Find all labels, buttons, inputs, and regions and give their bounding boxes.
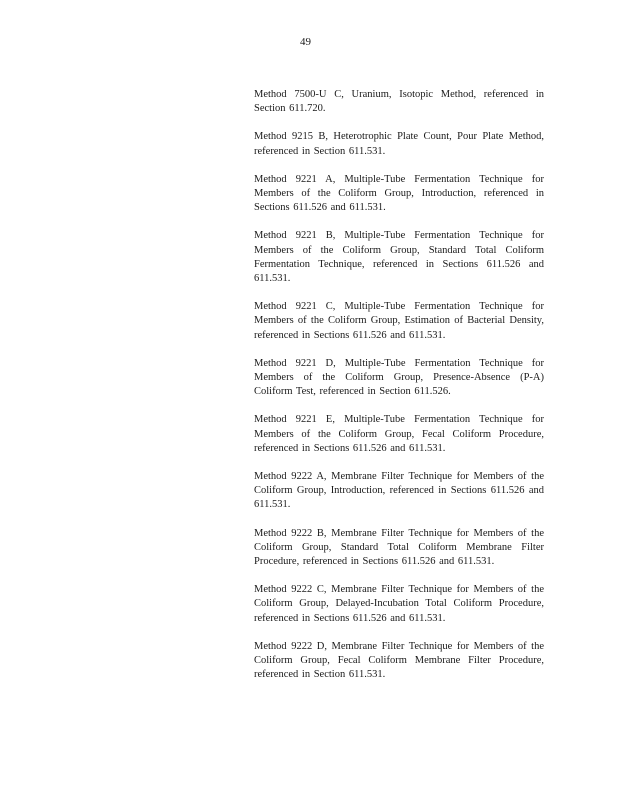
method-entry: Method 9222 D, Membrane Filter Technique for Members of the Coliform Group, Fecal Coliform Membrane Filter Procedure, referenced in Section 611.531.	[254, 640, 544, 681]
method-entry: Method 9221 E, Multiple-Tube Fermentation Technique for Members of the Coliform Group, Fecal Coliform Procedure, referenced in Sections 611.526 and 611.531.	[254, 414, 544, 454]
method-entry: Method 9221 D, Multiple-Tube Fermentation Technique for Members of the Coliform Group, Presence-Absence (P-A) Coliform Test, referenced in Section 611.526.	[254, 357, 544, 398]
method-entry: Method 9221 B, Multiple-Tube Fermentation Technique for Members of the Coliform Group, Standard Total Coliform Fermentation Technique, referenced in Sections 611.526 and 611.531.	[254, 230, 544, 285]
method-entry: Method 9221 A, Multiple-Tube Fermentation Technique for Members of the Coliform Group, Introduction, referenced in Sections 611.526 and 611.531.	[254, 173, 544, 214]
method-reference-list	[254, 88, 544, 697]
method-entry: Method 9222 B, Membrane Filter Technique for Members of the Coliform Group, Standard Total Coliform Membrane Filter Procedure, referenced in Sections 611.526 and 611.531.	[254, 527, 544, 568]
page-number: 49	[300, 36, 311, 48]
method-entry: Method 9222 A, Membrane Filter Technique for Members of the Coliform Group, Introduction, referenced in Sections 611.526 and 611.531.	[254, 471, 544, 511]
method-entry: Method 9215 B, Heterotrophic Plate Count, Pour Plate Method, referenced in Section 611.531.	[254, 131, 544, 157]
method-entry: Method 7500-U C, Uranium, Isotopic Method, referenced in Section 611.720.	[254, 89, 544, 115]
method-entry: Method 9221 C, Multiple-Tube Fermentation Technique for Members of the Coliform Group, Estimation of Bacterial Density, referenced in Sections 611.526 and 611.531.	[254, 301, 544, 341]
method-entry: Method 9222 C, Membrane Filter Technique for Members of the Coliform Group, Delayed-Incubation Total Coliform Procedure, referenced in Sections 611.526 and 611.531.	[254, 584, 544, 624]
